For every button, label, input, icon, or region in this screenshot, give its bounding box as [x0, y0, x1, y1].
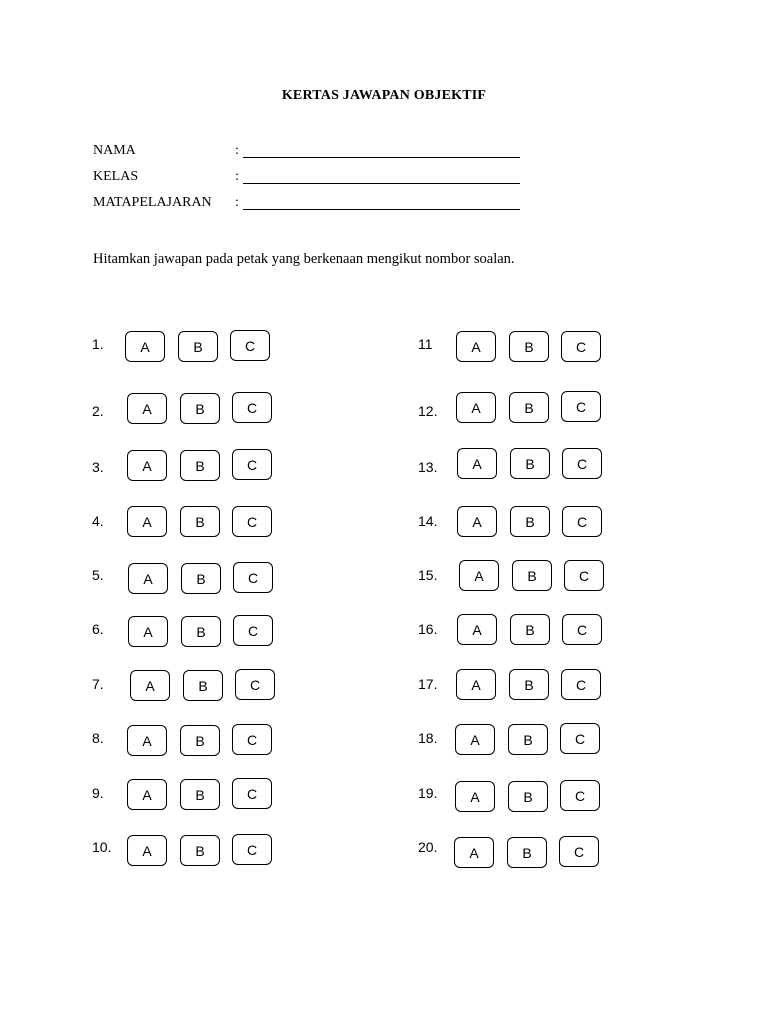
answer-option-13-c[interactable]: C	[562, 448, 602, 479]
answer-option-2-c[interactable]: C	[232, 392, 272, 423]
question-number: 12.	[418, 403, 438, 419]
answer-option-18-c[interactable]: C	[560, 723, 600, 754]
field-label: NAMA	[93, 143, 136, 158]
answer-option-10-a[interactable]: A	[127, 835, 167, 866]
answer-option-11-c[interactable]: C	[561, 331, 601, 362]
answer-option-12-a[interactable]: A	[456, 392, 496, 423]
answer-option-11-b[interactable]: B	[509, 331, 549, 362]
answer-option-2-b[interactable]: B	[180, 393, 220, 424]
question-number: 10.	[92, 839, 112, 855]
answer-option-3-a[interactable]: A	[127, 450, 167, 481]
answer-option-14-a[interactable]: A	[457, 506, 497, 537]
question-number: 19.	[418, 785, 438, 801]
answer-option-19-c[interactable]: C	[560, 780, 600, 811]
answer-option-12-b[interactable]: B	[509, 392, 549, 423]
answer-option-4-a[interactable]: A	[127, 506, 167, 537]
answer-option-5-c[interactable]: C	[233, 562, 273, 593]
answer-option-8-c[interactable]: C	[232, 724, 272, 755]
instruction-text: Hitamkan jawapan pada petak yang berkenaan mengikut nombor soalan.	[93, 251, 515, 267]
answer-option-8-b[interactable]: B	[180, 725, 220, 756]
field-colon: :	[235, 169, 239, 184]
answer-option-19-a[interactable]: A	[455, 781, 495, 812]
question-number: 13.	[418, 459, 438, 475]
question-number: 16.	[418, 621, 438, 637]
matapelajaran-input-line[interactable]	[243, 209, 520, 210]
question-number: 17.	[418, 676, 438, 692]
nama-input-line[interactable]	[243, 157, 520, 158]
answer-option-6-a[interactable]: A	[128, 616, 168, 647]
answer-option-10-c[interactable]: C	[232, 834, 272, 865]
answer-option-14-b[interactable]: B	[510, 506, 550, 537]
question-number: 1.	[92, 336, 104, 352]
answer-option-8-a[interactable]: A	[127, 725, 167, 756]
answer-option-2-a[interactable]: A	[127, 393, 167, 424]
answer-option-16-b[interactable]: B	[510, 614, 550, 645]
question-number: 4.	[92, 513, 104, 529]
answer-option-7-c[interactable]: C	[235, 669, 275, 700]
answer-option-5-a[interactable]: A	[128, 563, 168, 594]
question-number: 5.	[92, 567, 104, 583]
question-number: 14.	[418, 513, 438, 529]
answer-option-4-c[interactable]: C	[232, 506, 272, 537]
answer-option-10-b[interactable]: B	[180, 835, 220, 866]
answer-option-20-a[interactable]: A	[454, 837, 494, 868]
question-number: 11	[418, 336, 433, 352]
answer-option-1-a[interactable]: A	[125, 331, 165, 362]
field-label: KELAS	[93, 169, 139, 184]
answer-option-9-c[interactable]: C	[232, 778, 272, 809]
answer-option-5-b[interactable]: B	[181, 563, 221, 594]
question-number: 3.	[92, 459, 104, 475]
answer-option-16-c[interactable]: C	[562, 614, 602, 645]
answer-option-17-b[interactable]: B	[509, 669, 549, 700]
question-number: 20.	[418, 839, 438, 855]
question-number: 7.	[92, 676, 104, 692]
answer-option-12-c[interactable]: C	[561, 391, 601, 422]
answer-option-18-b[interactable]: B	[508, 724, 548, 755]
answer-option-11-a[interactable]: A	[456, 331, 496, 362]
answer-option-3-c[interactable]: C	[232, 449, 272, 480]
question-number: 9.	[92, 785, 104, 801]
answer-option-13-b[interactable]: B	[510, 448, 550, 479]
answer-option-13-a[interactable]: A	[457, 448, 497, 479]
answer-option-20-c[interactable]: C	[559, 836, 599, 867]
answer-option-6-c[interactable]: C	[233, 615, 273, 646]
answer-option-17-a[interactable]: A	[456, 669, 496, 700]
answer-option-14-c[interactable]: C	[562, 506, 602, 537]
field-colon: :	[235, 143, 239, 158]
question-number: 6.	[92, 621, 104, 637]
answer-option-16-a[interactable]: A	[457, 614, 497, 645]
question-number: 15.	[418, 567, 438, 583]
answer-option-9-b[interactable]: B	[180, 779, 220, 810]
question-number: 2.	[92, 403, 104, 419]
answer-option-3-b[interactable]: B	[180, 450, 220, 481]
answer-option-20-b[interactable]: B	[507, 837, 547, 868]
answer-option-17-c[interactable]: C	[561, 669, 601, 700]
page-title: KERTAS JAWAPAN OBJEKTIF	[281, 88, 487, 103]
answer-option-15-c[interactable]: C	[564, 560, 604, 591]
field-colon: :	[235, 195, 239, 210]
question-number: 8.	[92, 730, 104, 746]
answer-option-15-a[interactable]: A	[459, 560, 499, 591]
answer-option-15-b[interactable]: B	[512, 560, 552, 591]
question-number: 18.	[418, 730, 438, 746]
answer-option-9-a[interactable]: A	[127, 779, 167, 810]
kelas-input-line[interactable]	[243, 183, 520, 184]
field-label: MATAPELAJARAN	[93, 195, 212, 210]
answer-option-19-b[interactable]: B	[508, 781, 548, 812]
answer-option-7-b[interactable]: B	[183, 670, 223, 701]
answer-option-6-b[interactable]: B	[181, 616, 221, 647]
answer-option-4-b[interactable]: B	[180, 506, 220, 537]
answer-option-1-b[interactable]: B	[178, 331, 218, 362]
answer-option-18-a[interactable]: A	[455, 724, 495, 755]
answer-option-1-c[interactable]: C	[230, 330, 270, 361]
answer-option-7-a[interactable]: A	[130, 670, 170, 701]
